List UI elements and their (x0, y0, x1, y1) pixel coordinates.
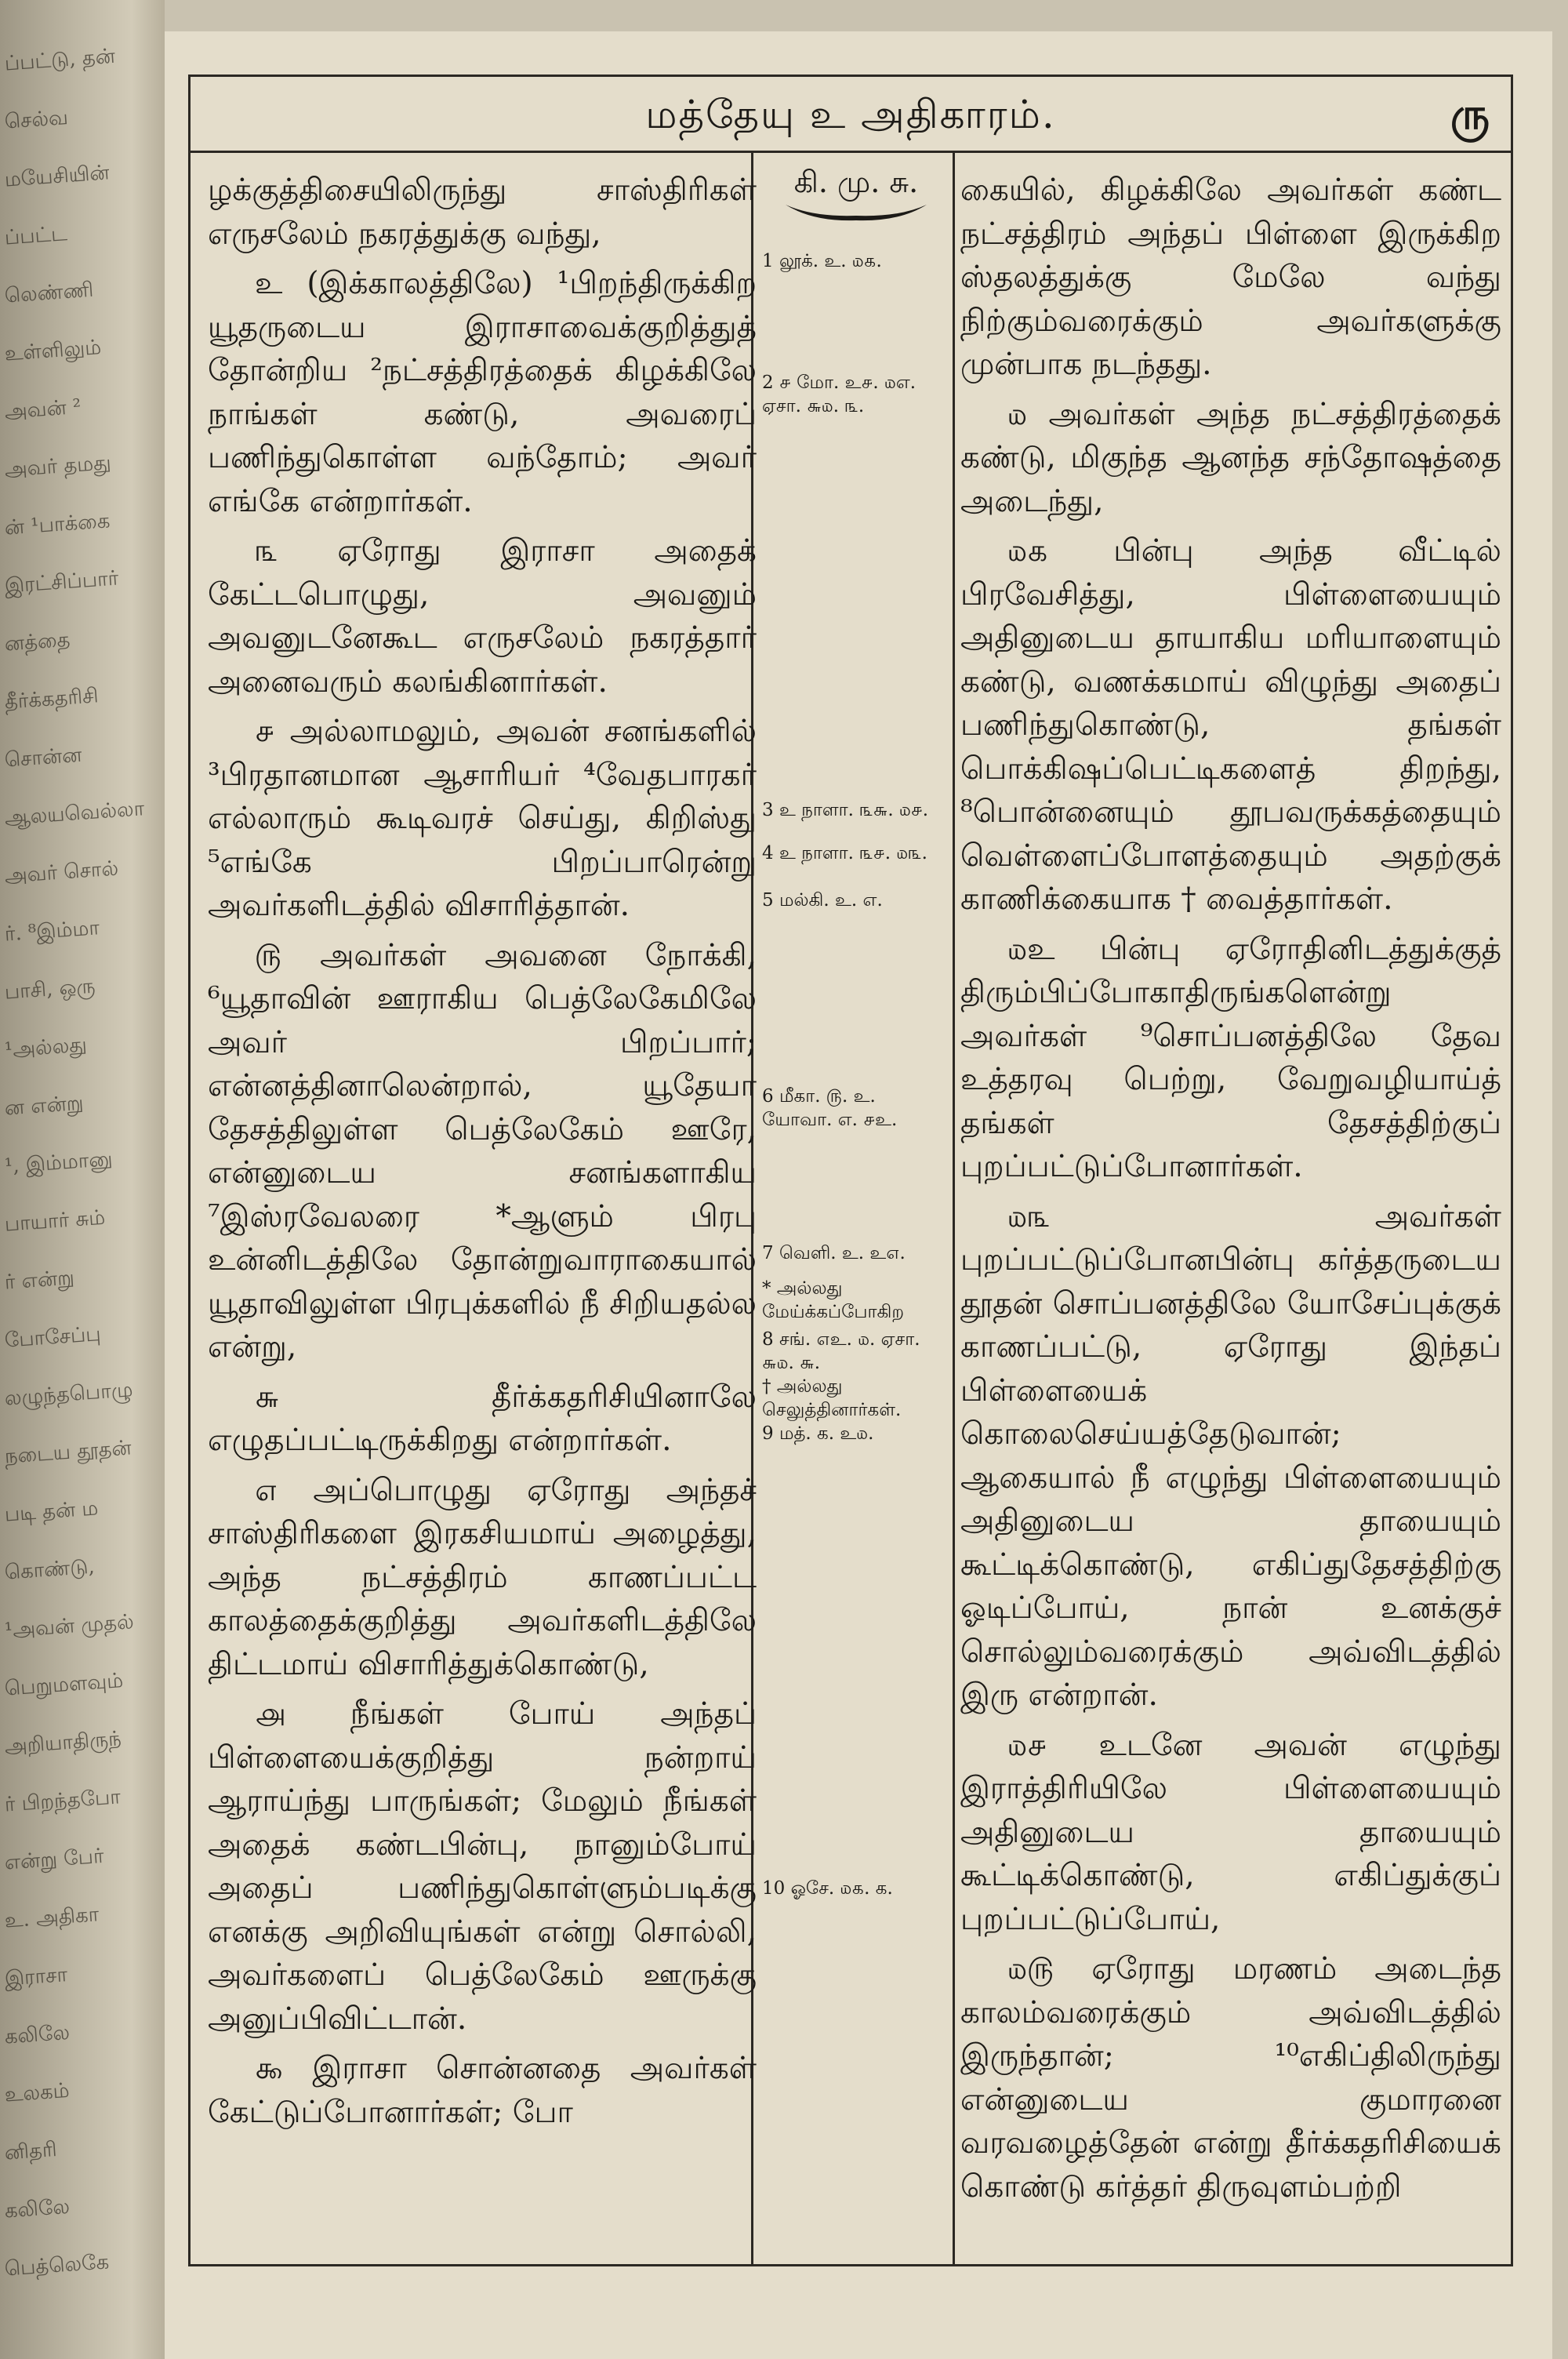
facing-page-text-fragment: படி தன் ம (3, 1496, 100, 1527)
facing-page-text-fragment: பெறுமளவும் (3, 1669, 125, 1701)
facing-page-text-fragment: செல்வ (3, 106, 69, 134)
facing-page-text-fragment: நடைய தூதன் (3, 1436, 132, 1469)
margin-reference: 8 சங். ௭உ. ௰. ஏசா. ௬௰. ௬. (762, 1329, 920, 1373)
facing-page-text-fragment: ¹அல்லது (3, 1033, 88, 1063)
facing-page-text-fragment: ன என்று (3, 1091, 85, 1121)
facing-page-text-fragment: ர் பிறந்தபோ (3, 1785, 122, 1817)
facing-page-text-fragment: இராசா (3, 1963, 69, 1991)
margin-reference: 10 ஓசே. ௰௧. க. (762, 1878, 893, 1899)
facing-page-text-fragment: உ. அதிகா (3, 1903, 100, 1933)
right-column-verse: ௰உ பின்பு ஏரோதினிடத்துக்குத் திரும்பிப்போகாதிருங்களென்று அவர்கள் ⁹சொப்பனத்திலே தேவ உத்தரவு பெற்று, வேறுவழியாய்த் தங்கள் தேசத்திற்குப் புறப்பட்டுப்போனார்கள். (960, 931, 1501, 1184)
margin-reference: * அல்லது மேய்க்கப்போகிற (762, 1278, 905, 1322)
facing-page-text-fragment: அவர் தமது (3, 451, 112, 482)
facing-page-text-fragment: ப்பட்ட (3, 222, 68, 250)
facing-page-text-fragment: ¹அவன் முதல் (3, 1610, 135, 1643)
right-column-verse: ௰௫ ஏரோது மரணம் அடைந்த காலம்வரைக்கும் அவ்விடத்தில் இருந்தான்; ¹⁰எகிப்திலிருந்து என்னுடைய குமாரனை வரவழைத்தேன் என்று தீர்க்கதரிசியைக் கொண்டு கர்த்தர் திருவுளம்பற்றி (960, 1951, 1501, 2205)
margin-header: கி. மு. சு. (793, 165, 919, 199)
facing-page-text-fragment: லழுந்தபொழு (3, 1378, 134, 1411)
facing-page-text-fragment: பாசி, ஒரு (3, 974, 96, 1005)
facing-page-text-fragment: அறியாதிருந் (3, 1727, 122, 1759)
facing-page-text-fragment: பாயார் சும் (3, 1205, 107, 1237)
left-text-column (208, 169, 757, 2140)
margin-references-column (762, 165, 950, 2261)
page-number: ரு (1450, 89, 1490, 139)
column-rule-right (953, 153, 955, 2266)
facing-page-text-fragment: னிதரி (3, 2138, 58, 2165)
facing-page-text-fragment: ர். ⁸இம்மா (3, 916, 100, 947)
margin-reference: 1 லூக். உ. ௰௧. (762, 251, 882, 271)
facing-page-edge (0, 0, 165, 2359)
left-column-verse: ௯ இராசா சொன்னதை அவர்கள் கேட்டுப்போனார்கள்; போ (208, 2051, 757, 2130)
facing-page-text-fragment: னத்தை (3, 627, 71, 656)
left-column-verse: ௫ அவர்கள் அவனை நோக்கி, ⁶யூதாவின் ஊராகிய பெத்லேகேமிலே அவர் பிறப்பார்; என்னத்தினாலென்றால், யூதேயா தேசத்திலுள்ள பெத்லேகேம் ஊரே, என்னுடைய சனங்களாகிய ⁷இஸ்ரவேலரை *ஆளும் பிரபு உன்னிடத்திலே தோன்றுவாராகையால் யூதாவிலுள்ள பிரபுக்களில் நீ சிறியதல்ல என்று, (208, 937, 757, 1365)
chapter-title: மத்தேயு உ அதிகாரம். (645, 92, 1056, 137)
left-column-verse: உ (இக்காலத்திலே) ¹பிறந்திருக்கிற யூதருடைய இராசாவைக்குறித்துத் தோன்றிய ²நட்சத்திரத்தைக் கிழக்கிலே நாங்கள் கண்டு, அவரைப் பணிந்துகொள்ள வந்தோம்; அவர் எங்கே என்றார்கள். (208, 266, 757, 519)
facing-page-text-fragment: ன் ¹பாக்கை (3, 509, 111, 540)
facing-page-text-fragment: போசேப்பு (3, 1322, 102, 1353)
left-column-verse: ழக்குத்திசையிலிருந்து சாஸ்திரிகள் எருசலேம் நகரத்துக்கு வந்து, (208, 173, 757, 252)
facing-page-text-fragment: லெண்ணி (3, 278, 95, 308)
right-column-verse: கையில், கிழக்கிலே அவர்கள் கண்ட நட்சத்திரம் அந்தப் பிள்ளை இருக்கிற ஸ்தலத்துக்கு மேலே வந்து நிற்கும்வரைக்கும் அவர்களுக்கு முன்பாக நடந்தது. (960, 173, 1501, 382)
margin-reference: 4 உ நாளா. ௩௪. ௰௩. (762, 843, 927, 863)
facing-page-text-fragment: என்று பேர் (3, 1844, 105, 1875)
left-column-verse: ௩ ஏரோது இராசா அதைக் கேட்டபொழுது, அவனும் அவனுடனேகூட எருசலேம் நகரத்தார் அனைவரும் கலங்கினார்கள். (208, 533, 757, 700)
margin-reference: 3 உ நாளா. ௩௬. ௰௪. (762, 800, 929, 820)
margin-reference: † அல்லது செலுத்தினார்கள். (762, 1376, 902, 1420)
facing-page-text-fragment: கலிலே (3, 2020, 71, 2049)
margin-reference: 7 வெளி. உ. உ௭. (762, 1243, 906, 1263)
facing-page-text-fragment: கொண்டு, (3, 1554, 96, 1585)
facing-page-text-fragment: ர் என்று (3, 1266, 75, 1295)
ornament-swash-icon (782, 198, 931, 222)
facing-page-text-fragment: ¹, இம்மானு (3, 1147, 114, 1179)
right-text-column (960, 169, 1501, 2215)
running-header (188, 75, 1513, 153)
facing-page-text-fragment: உலகம் (3, 2078, 71, 2107)
facing-page-text-fragment: சொன்ன (3, 743, 83, 772)
right-column-verse: ௰௩ அவர்கள் புறப்பட்டுப்போனபின்பு கர்த்தருடைய தூதன் சொப்பனத்திலே யோசேப்புக்குக் காணப்பட்டு, ஏரோது இந்தப் பிள்ளையைக் கொலைசெய்யத்தேடுவான்; ஆகையால் நீ எழுந்து பிள்ளையையும் அதினுடைய தாயையும் கூட்டிக்கொண்டு, எகிப்துதேசத்திற்கு ஓடிப்போய், நான் உனக்குச் சொல்லும்வரைக்கும் அவ்விடத்தில் இரு என்றான். (960, 1198, 1501, 1713)
facing-page-text-fragment: பெத்லெகே (3, 2250, 111, 2281)
left-column-verse: ௭ அப்பொழுது ஏரோது அந்தச் சாஸ்திரிகளை இரகசியமாய் அழைத்து, அந்த நட்சத்திரம் காணப்பட்ட காலத்தைக்குறித்து அவர்களிடத்திலே திட்டமாய் விசாரித்துக்கொண்டு, (208, 1472, 757, 1682)
right-column-verse: ௰ அவர்கள் அந்த நட்சத்திரத்தைக் கண்டு, மிகுந்த ஆனந்த சந்தோஷத்தை அடைந்து, (960, 396, 1501, 519)
facing-page-text-fragment: கலிலே (3, 2194, 71, 2223)
margin-reference: 2 ௪ மோ. உ௪. ௰எ. ஏசா. ௬௰. ௩. (762, 373, 916, 416)
facing-page-text-fragment: மயேசியின் (3, 161, 111, 192)
facing-page-text-fragment: ப்பட்டு, தன் (3, 44, 116, 76)
facing-page-text-fragment: தீர்க்கதரிசி (3, 684, 100, 714)
margin-reference: 9 மத். க. உ௰. (762, 1423, 874, 1444)
left-column-verse: ௬ தீர்க்கதரிசியினாலே எழுதப்பட்டிருக்கிறது என்றார்கள். (208, 1379, 757, 1458)
facing-page-text-fragment: உள்ளிலும் (3, 336, 103, 366)
margin-reference: 5 மல்கி. உ. எ. (762, 890, 883, 911)
right-column-verse: ௰௧ பின்பு அந்த வீட்டில் பிரவேசித்து, பிள்ளையையும் அதினுடைய தாயாகிய மரியாளையும் கண்டு, வணக்கமாய் விழுந்து அதைப் பணிந்துகொண்டு, தங்கள் பொக்கிஷப்பெட்டிகளைத் திறந்து, ⁸பொன்னையும் தூபவருக்கத்தையும் வெள்ளைப்போளத்தையும் அதற்குக் காணிக்கையாக † வைத்தார்கள். (960, 533, 1501, 917)
facing-page-text-fragment: அவன் ² (3, 394, 82, 424)
left-column-verse: ௪ அல்லாமலும், அவன் சனங்களில் ³பிரதானமான ஆசாரியர் ⁴வேதபாரகர் எல்லாரும் கூடிவரச் செய்து, கிறிஸ்து ⁵எங்கே பிறப்பாரென்று அவர்களிடத்தில் விசாரித்தான். (208, 714, 757, 923)
facing-page-text-fragment: அவர் சொல் (3, 856, 120, 889)
facing-page-text-fragment: இரட்சிப்பார் (3, 566, 120, 598)
right-column-verse: ௰௪ உடனே அவன் எழுந்து இராத்திரியிலே பிள்ளையையும் அதினுடைய தாயையும் கூட்டிக்கொண்டு, எகிப்துக்குப் புறப்பட்டுப்போய், (960, 1727, 1501, 1937)
left-column-verse: ௮ நீங்கள் போய் அந்தப் பிள்ளையைக்குறித்து நன்றாய் ஆராய்ந்து பாருங்கள்; மேலும் நீங்கள் அதைக் கண்டபின்பு, நானும்போய் அதைப் பணிந்துகொள்ளும்படிக்கு எனக்கு அறிவியுங்கள் என்று சொல்லி, அவர்களைப் பெத்லேகேம் ஊருக்கு அனுப்பிவிட்டான். (208, 1696, 757, 2037)
facing-page-text-fragment: ஆலயவெல்லா (3, 797, 146, 831)
margin-reference: 6 மீகா. ௫. உ. யோவா. எ. ௪உ. (762, 1086, 898, 1130)
